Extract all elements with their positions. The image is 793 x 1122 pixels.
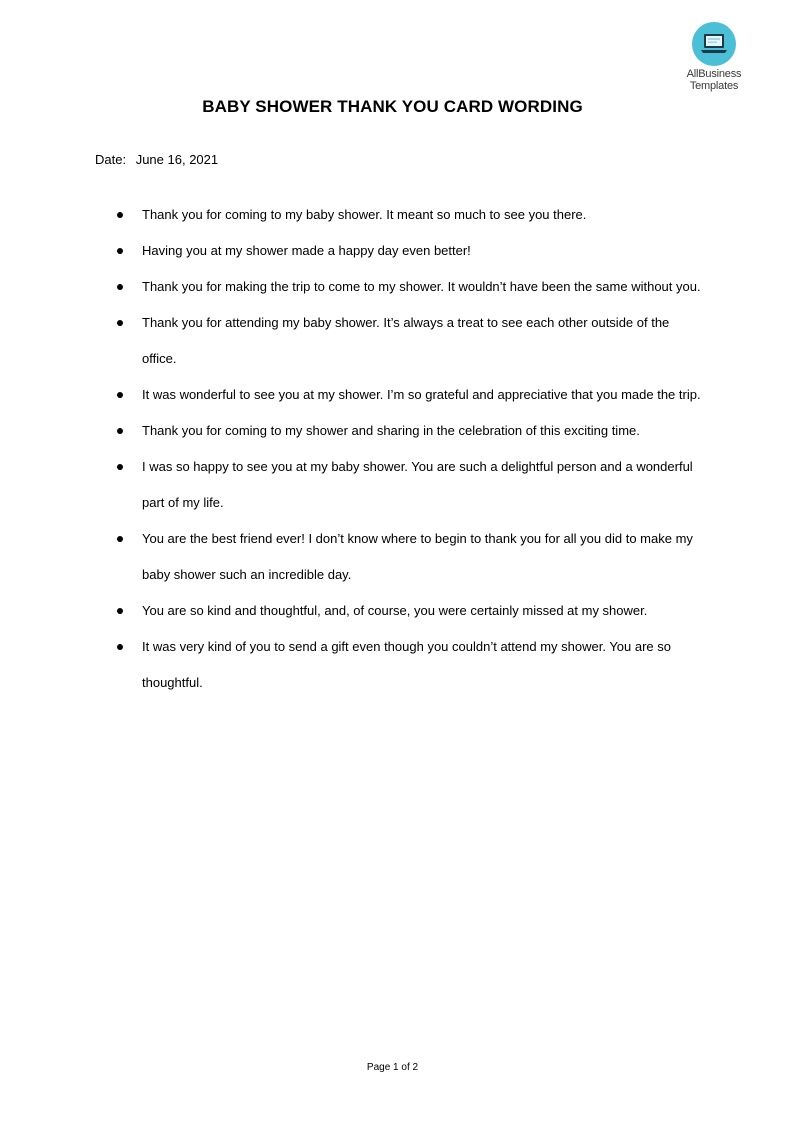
message-text: Thank you for coming to my shower and sharing in the celebration of this exciting time. [142, 423, 640, 438]
bullet-icon [117, 428, 123, 434]
list-item [142, 629, 707, 701]
list-item [142, 413, 707, 449]
message-text: I was so happy to see you at my baby shower. You are such a delightful person and a wonderful part of my life. [142, 459, 693, 510]
bullet-icon [117, 536, 123, 542]
date-label: Date: [95, 152, 127, 167]
bullet-icon [117, 284, 123, 290]
list-item [142, 305, 707, 377]
logo-text [681, 68, 747, 92]
bullet-icon [117, 212, 123, 218]
date-line [95, 152, 218, 167]
brand-logo [681, 22, 747, 94]
list-item [142, 197, 707, 233]
bullet-icon [117, 392, 123, 398]
bullet-icon [117, 464, 123, 470]
laptop-icon [692, 22, 736, 66]
bullet-icon [117, 320, 123, 326]
message-text: It was very kind of you to send a gift even though you couldn’t attend my shower. You are so thoughtful. [142, 639, 671, 690]
message-text: Thank you for attending my baby shower. It’s always a treat to see each other outside of the office. [142, 315, 670, 366]
date-value: June 16, 2021 [135, 152, 219, 167]
message-text: It was wonderful to see you at my shower. I’m so grateful and appreciative that you made the trip. [142, 387, 701, 402]
list-item [142, 593, 707, 629]
list-item [142, 521, 707, 593]
bullet-icon [117, 608, 123, 614]
bullet-icon [117, 644, 123, 650]
logo-line-2: Templates [689, 80, 739, 92]
list-item [142, 449, 707, 521]
message-text: You are the best friend ever! I don’t know where to begin to thank you for all you did to make my baby shower such an incredible day. [142, 531, 693, 582]
message-text: You are so kind and thoughtful, and, of course, you were certainly missed at my shower. [142, 603, 648, 618]
bullet-icon [117, 248, 123, 254]
list-item [142, 233, 707, 269]
message-list [142, 197, 707, 701]
logo-line-1: AllBusiness [686, 68, 742, 80]
document-title: BABY SHOWER THANK YOU CARD WORDING [202, 97, 583, 116]
message-text: Thank you for making the trip to come to my shower. It wouldn’t have been the same without you. [142, 279, 701, 294]
message-text: Having you at my shower made a happy day even better! [142, 243, 471, 258]
list-item [142, 377, 707, 413]
message-text: Thank you for coming to my baby shower. It meant so much to see you there. [142, 207, 587, 222]
page-number: Page 1 of 2 [366, 1062, 419, 1073]
list-item [142, 269, 707, 305]
